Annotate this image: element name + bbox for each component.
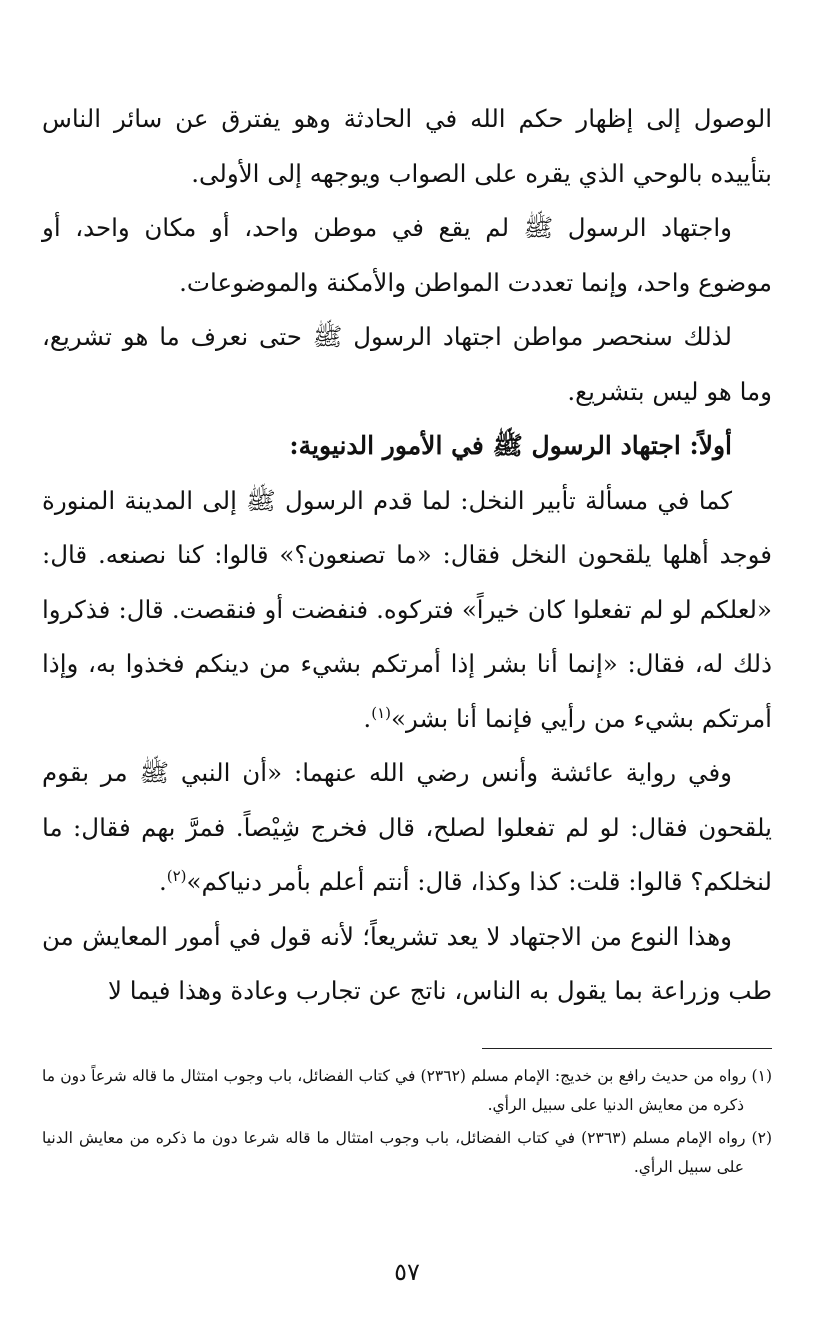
paragraph-4-end: . — [363, 703, 372, 733]
paragraph-6: وهذا النوع من الاجتهاد لا يعد تشريعاً؛ لأنه قول في أمور المعايش من طب وزراعة بما يقول به الناس، ناتج عن تجارب وعادة وهذا فيما لا — [42, 921, 772, 1005]
footnotes — [42, 1062, 772, 1186]
paragraph-1: الوصول إلى إظهار حكم الله في الحادثة وهو يفترق عن سائر الناس بتأييده بالوحي الذي يقره على الصواب ويوجهه إلى الأولى. — [42, 104, 772, 188]
footnote-divider — [482, 1048, 772, 1049]
paragraph-5-text: وفي رواية عائشة وأنس رضي الله عنهما: «أن النبي ﷺ مر بقوم يلقحون فقال: لو لم تفعلوا لصلح، قال فخرج شِيْصاً. فمرَّ بهم فقال: ما لنخلكم؟ قالوا: قلت: كذا وكذا، قال: أنتم أعلم بأمر دنياكم» — [42, 758, 772, 896]
footnote-1: (١) رواه من حديث رافع بن خديج: الإمام مسلم (٢٣٦٢) في كتاب الفضائل، باب وجوب امتثال ما قاله شرعاً دون ما ذكره من معايش الدنيا على سبيل الرأي. — [42, 1067, 772, 1114]
footnote-ref-1[interactable]: (١) — [371, 703, 391, 722]
paragraph-4-text: كما في مسألة تأبير النخل: لما قدم الرسول ﷺ إلى المدينة المنورة فوجد أهلها يلقحون النخل فقال: «ما تصنعون؟» قالوا: كنا نصنعه. قال: «لعلكم لو لم تفعلوا كان خيراً» فتركوه. فنفضت أو فنقصت. قال: فذكروا ذلك له، فقال: «إنما أنا بشر إذا أمرتكم بشيء من دينكم فخذوا به، وإذا أمرتكم بشيء من رأيي فإنما أنا بشر» — [42, 485, 772, 733]
footnote-2: (٢) رواه الإمام مسلم (٢٣٦٣) في كتاب الفضائل، باب وجوب امتثال ما قاله شرعا دون ما ذكره من معايش الدنيا على سبيل الرأي. — [42, 1129, 772, 1176]
paragraph-2: واجتهاد الرسول ﷺ لم يقع في موطن واحد، أو مكان واحد، أو موضوع واحد، وإنما تعددت المواطن والأمكنة والموضوعات. — [42, 213, 772, 297]
paragraph-5-end: . — [158, 867, 167, 896]
paragraph-4 — [42, 474, 772, 747]
main-text — [42, 92, 772, 1019]
section-heading: أولاً: اجتهاد الرسول ﷺ في الأمور الدنيوية: — [289, 431, 732, 460]
paragraph-5 — [42, 746, 772, 910]
paragraph-3: لذلك سنحصر مواطن اجتهاد الرسول ﷺ حتى نعرف ما هو تشريع، وما هو ليس بتشريع. — [42, 322, 772, 406]
footnote-ref-2[interactable]: (٢) — [166, 867, 187, 885]
page-number: ٥٧ — [394, 1258, 420, 1286]
